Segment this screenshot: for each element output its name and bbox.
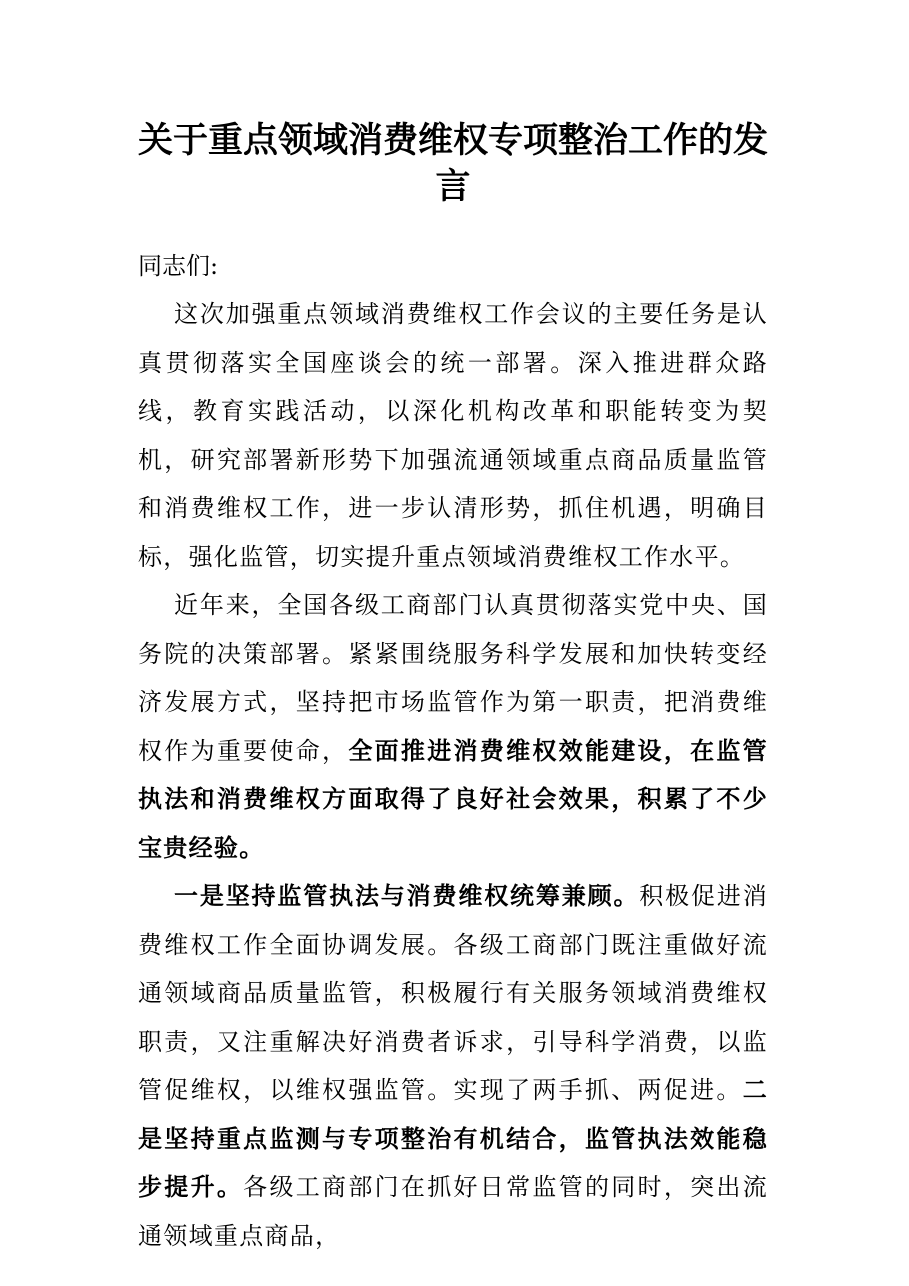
document-title: 关于重点领域消费维权专项整治工作的发言 [138, 120, 769, 207]
point-one-text: 积极促进消费维权工作全面协调发展。各级工商部门既注重做好流通领域商品质量监管，积极履行有关服务领域消费维权职责，又注重解决好消费者诉求，引导科学消费，以监管促维权，以维权强监管。实现了两手抓、两促进。 [138, 882, 768, 1104]
paragraph-3 [138, 872, 768, 1260]
point-two-text: 各级工商部门在抓好日常监管的同时，突出流通领域重点商品， [138, 1173, 769, 1250]
paragraph-1 [138, 290, 768, 581]
paragraph-2 [138, 581, 768, 872]
greeting: 同志们: [138, 252, 219, 280]
point-one-heading: 一是坚持监管执法与消费维权统筹兼顾。 [174, 881, 640, 910]
paragraph-2-text: 近年来，全国各级工商部门认真贯彻落实党中央、国务院的决策部署。紧紧围绕服务科学发展和加快转变经济发展方式，坚持把市场监管作为第一职责，把消费维权作为重要使命， [138, 591, 768, 765]
document-page [138, 118, 768, 1260]
point-two-heading: 二是坚持重点监测与专项整治有机结合，监管执法效能稳步提升。 [138, 1075, 768, 1201]
paragraph-1-text: 这次加强重点领域消费维权工作会议的主要任务是认真贯彻落实全国座谈会的统一部署。深入推进群众路线，教育实践活动，以深化机构改革和职能转变为契机，研究部署新形势下加强流通领域重点商品质量监管和消费维权工作，进一步认清形势，抓住机遇，明确目标，强化监管，切实提升重点领域消费维权工作水平。 [138, 300, 768, 571]
paragraph-2-emphasis: 全面推进消费维权效能建设，在监管执法和消费维权方面取得了良好社会效果，积累了不少宝贵经验。 [138, 735, 768, 862]
